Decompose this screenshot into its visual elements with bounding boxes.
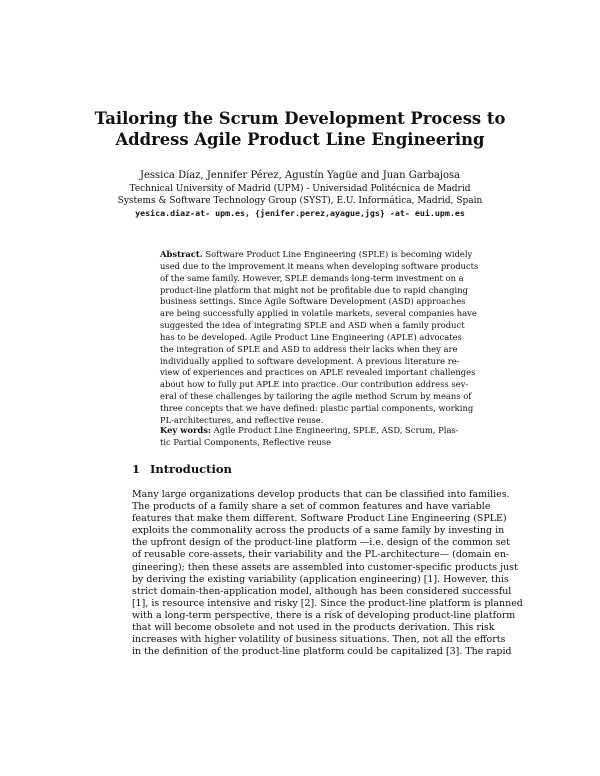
title-line: Address Agile Product Line Engineering — [115, 130, 485, 149]
affiliation-line: Technical University of Madrid (UPM) - Universidad Politécnica de Madrid — [129, 184, 471, 194]
body-line: in the definition of the product-line platform could be capitalized [3]. The rapid — [132, 646, 512, 658]
abstract-label: Abstract. — [160, 249, 203, 259]
section-number: 1 — [132, 462, 141, 476]
abstract-line: the integration of SPLE and ASD to address their lacks when they are — [160, 343, 458, 354]
abstract-line: individually applied to software development. A previous literature re- — [160, 355, 460, 366]
abstract-line: suggested the idea of integrating SPLE and ASD when a family product — [160, 320, 465, 331]
affiliation-line: Systems & Software Technology Group (SYST), E.U. Informática, Madrid, Spain — [117, 196, 483, 206]
intro-paragraph — [132, 489, 523, 658]
abstract-line: PL-architectures, and reflective reuse. — [160, 414, 324, 425]
author-list: Jessica Díaz, Jennifer Pérez, Agustín Yagüe and Juan Garbajosa — [139, 170, 461, 181]
abstract-line: eral of these challenges by tailoring the agile method Scrum by means of — [160, 391, 472, 402]
body-line: strict domain-then-application model, although has been considered successful — [132, 585, 512, 597]
abstract-line: used due to the improvement it means when developing software products — [160, 260, 479, 271]
body-line: gineering); then these assets are assembled into customer-specific products just — [132, 561, 518, 573]
body-line: The products of a family share a set of common features and have variable — [132, 501, 491, 513]
body-line: that will become obsolete and not used in the products derivation. This risk — [132, 622, 495, 634]
abstract-line: view of experiences and practices on APLE revealed important challenges — [160, 367, 476, 378]
body-line: with a long-term perspective, there is a risk of developing product-line platform — [132, 609, 516, 621]
keywords-label: Key words: — [160, 425, 212, 435]
affiliation-block — [0, 183, 600, 219]
abstract-line: three concepts that we have defined: plastic partial components, working — [160, 402, 474, 413]
body-line: by deriving the existing variability (application engineering) [1]. However, this — [132, 573, 509, 585]
abstract-line: product-line platform that might not be profitable due to rapid changing — [160, 284, 468, 295]
keywords-text: tic Partial Components, Reflective reuse — [160, 436, 332, 447]
body-line: exploits the commonality across the products of a same family by investing in — [132, 525, 505, 537]
paper-title — [0, 108, 600, 150]
title-line: Tailoring the Scrum Development Process to — [94, 109, 506, 128]
keywords — [160, 425, 459, 449]
abstract-line: of the same family. However, SPLE demands long-term investment on a — [160, 272, 464, 283]
abstract-line: are being successfully applied in volatile markets, several companies have — [160, 308, 477, 319]
abstract — [160, 249, 479, 427]
body-line: increases with higher volatility of business situations. Then, not all the efforts — [132, 634, 506, 646]
abstract-line: has to be developed. Agile Product Line Engineering (APLE) advocates — [160, 331, 462, 342]
body-line: [1], is resource intensive and risky [2]. Since the product-line platform is planned — [132, 597, 523, 609]
author-emails: yesica.diaz-at- upm.es, {jenifer.perez,ayague,jgs} -at- eui.upm.es — [135, 208, 465, 218]
section-heading — [132, 462, 232, 476]
abstract-line: business settings. Since Agile Software Development (ASD) approaches — [160, 296, 466, 307]
body-line: Many large organizations develop products that can be classified into families. — [132, 489, 510, 500]
section-title: Introduction — [150, 462, 232, 476]
body-line: the upfront design of the product-line platform —i.e. design of the common set — [132, 537, 510, 549]
abstract-line: Software Product Line Engineering (SPLE) is becoming widely — [205, 249, 473, 259]
body-line: features that make them different. Software Product Line Engineering (SPLE) — [132, 513, 507, 525]
body-line: of reusable core-assets, their variability and the PL-architecture— (domain en- — [132, 549, 510, 561]
keywords-text: Agile Product Line Engineering, SPLE, ASD, Scrum, Plas- — [213, 425, 459, 435]
abstract-line: about how to fully put APLE into practice. Our contribution address sev- — [160, 379, 469, 390]
